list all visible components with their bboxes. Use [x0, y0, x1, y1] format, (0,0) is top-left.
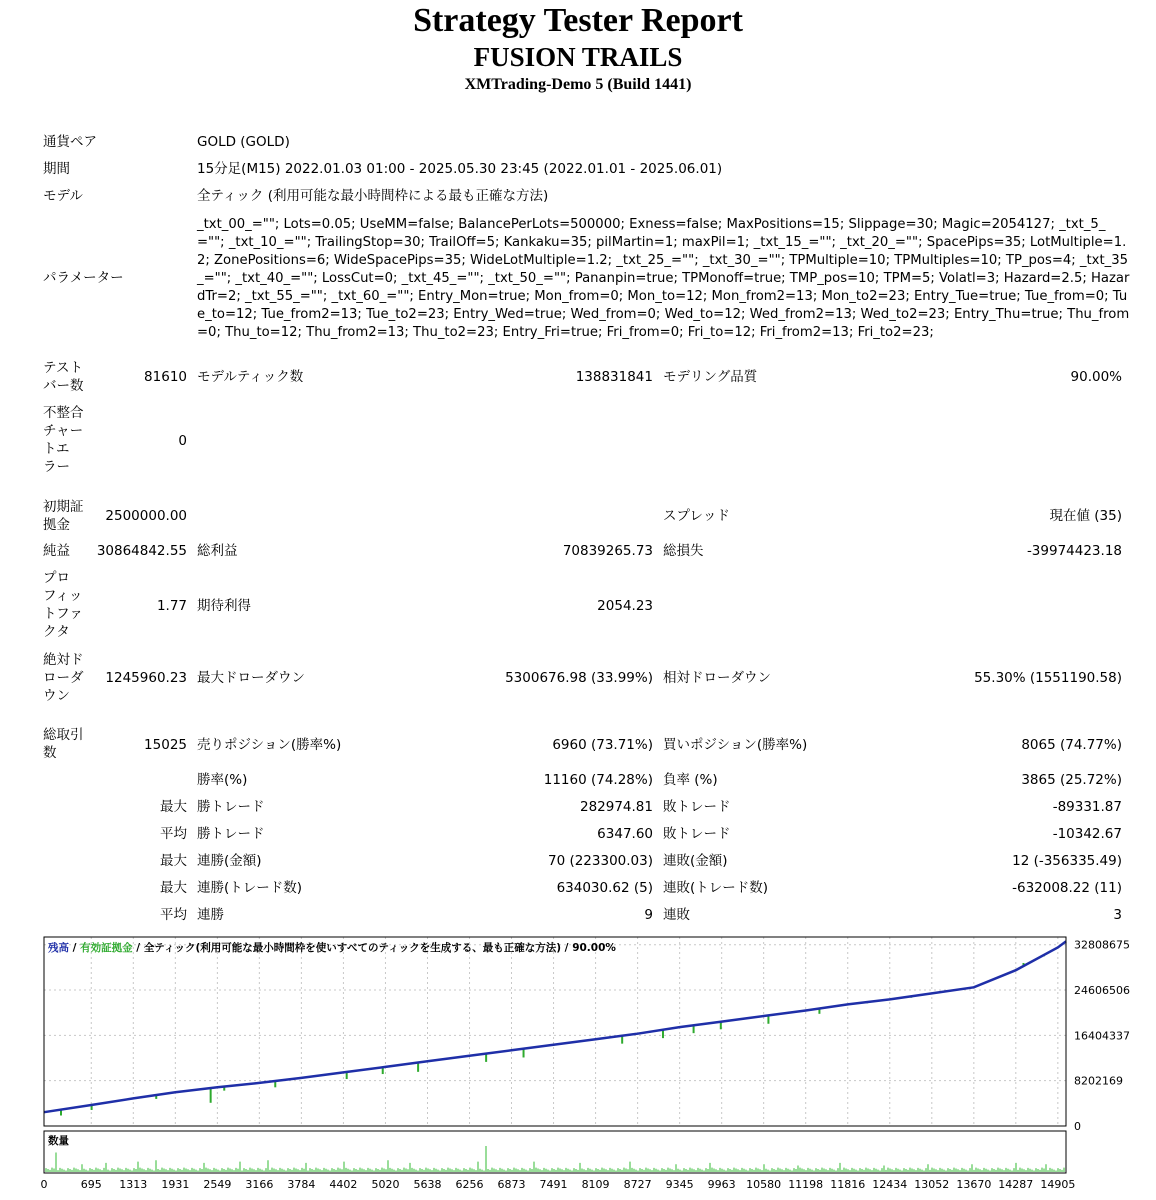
volume-label: 数量 — [48, 1135, 69, 1147]
quality-label: モデリング品質 — [663, 369, 758, 385]
x-tick-label: 13670 — [956, 1178, 992, 1191]
gross-profit-label: 総利益 — [197, 543, 238, 559]
consec-win-cnt-label: 連勝(トレード数) — [197, 880, 303, 896]
x-tick-label: 3784 — [287, 1178, 316, 1191]
largest-loss-value: -89331.87 — [1052, 799, 1122, 815]
largest-loss-label: 敗トレード — [663, 799, 731, 815]
ticks-label: モデルティック数 — [197, 369, 304, 385]
max-dd-label: 最大ドローダウン — [197, 670, 305, 686]
avg-consec-loss-label: 連敗 — [663, 907, 690, 923]
trades-value: 15025 — [144, 737, 187, 753]
gross-profit-value: 70839265.73 — [562, 543, 653, 559]
consec-loss-amt-label: 連敗(金額) — [663, 853, 728, 869]
y-tick-label: 0 — [1074, 1120, 1081, 1133]
abs-dd-label: 絶対ド ローダ ウン — [43, 652, 84, 704]
x-tick-label: 9963 — [707, 1178, 736, 1191]
mismatch-value: 0 — [178, 433, 187, 449]
x-tick-label: 14287 — [998, 1178, 1034, 1191]
x-tick-label: 1931 — [161, 1178, 190, 1191]
params-label: パラメーター — [43, 270, 124, 286]
main-frame — [44, 937, 1066, 1126]
x-tick-label: 4402 — [329, 1178, 358, 1191]
x-tick-label: 1313 — [119, 1178, 148, 1191]
consec-win-amt-value: 70 (223300.03) — [547, 853, 653, 869]
consec-loss-amt-value: 12 (-356335.49) — [1012, 853, 1122, 869]
spread-label: スプレッド — [663, 508, 730, 524]
max-prefix-2: 最大 — [160, 853, 187, 869]
x-tick-label: 14905 — [1040, 1178, 1076, 1191]
largest-win-value: 282974.81 — [579, 799, 653, 815]
consec-loss-cnt-value: -632008.22 (11) — [1012, 880, 1122, 896]
spread-value: 現在値 (35) — [1049, 508, 1122, 524]
bars-label: テスト バー数 — [43, 360, 84, 394]
short-value: 6960 (73.71%) — [552, 737, 653, 753]
win-rate-value: 11160 (74.28%) — [543, 772, 653, 788]
loss-rate-label: 負率 (%) — [663, 772, 718, 788]
y-tick-label: 8202169 — [1074, 1074, 1123, 1088]
period-label: 期間 — [43, 161, 70, 177]
long-value: 8065 (74.77%) — [1021, 737, 1122, 753]
x-tick-label: 5638 — [413, 1178, 442, 1191]
win-rate-label: 勝率(%) — [197, 772, 248, 788]
x-tick-label: 6873 — [497, 1178, 526, 1191]
abs-dd-value: 1245960.23 — [105, 670, 187, 686]
legend-sep-2: / — [132, 942, 144, 954]
y-tick-label: 24606506 — [1074, 984, 1130, 998]
consec-win-cnt-value: 634030.62 (5) — [556, 880, 653, 896]
y-tick-label: 32808675 — [1074, 938, 1130, 952]
avg-loss-label: 敗トレード — [663, 826, 731, 842]
x-tick-label: 8727 — [623, 1178, 652, 1191]
rel-dd-value: 55.30% (1551190.58) — [974, 670, 1122, 686]
net-value: 30864842.55 — [96, 543, 187, 559]
balance-chart — [0, 930, 1156, 1200]
avg-win-value: 6347.60 — [597, 826, 653, 842]
legend-balance: 残高 — [48, 942, 69, 954]
trades-label: 総取引 数 — [43, 727, 84, 761]
x-tick-label: 695 — [80, 1178, 102, 1191]
quality-value: 90.00% — [1070, 369, 1122, 385]
deposit-value: 2500000.00 — [105, 508, 187, 524]
short-label: 売りポジション(勝率%) — [197, 737, 342, 753]
ticks-value: 138831841 — [575, 369, 653, 385]
bars-value: 81610 — [144, 369, 187, 385]
symbol-label: 通貨ペア — [43, 134, 97, 150]
x-tick-label: 10580 — [746, 1178, 782, 1191]
legend-quality: 90.00% — [572, 942, 616, 954]
x-tick-label: 11198 — [788, 1178, 824, 1191]
period-value: 15分足(M15) 2022.01.03 01:00 - 2025.05.30 23:45 (2022.01.01 - 2025.06.01) — [197, 161, 723, 177]
largest-win-label: 勝トレード — [197, 799, 265, 815]
avg-loss-value: -10342.67 — [1052, 826, 1122, 842]
avg-consec-loss-value: 3 — [1113, 907, 1122, 923]
deposit-label: 初期証 拠金 — [43, 499, 84, 533]
report-title: Strategy Tester Report — [413, 2, 743, 39]
volume-frame — [44, 1131, 1066, 1173]
pf-label: プロ フィッ トファ クタ — [43, 570, 83, 640]
params-value: _txt_00_=""; Lots=0.05; UseMM=false; BalancePerLots=500000; Exness=false; MaxPositions=15; Slippage=30; Magic=2054127; _txt_5_=""; _txt_10_=""; TrailingStop=30; TrailOff=5; Kankaku=35; pilMartin=1; maxPil=1; _txt_15_=""; _txt_20_=""; SpacePips=35; LotMultiple=1.2; ZonePositions=6; WideSpacePips=35; WideLotMultiple=1.2; _txt_25_=""; _txt_30_=""; TPMultiple=10; TPMultiples=10; TP_pos=4; _txt_35_=""; _txt_40_=""; LossCut=0; _txt_45_=""; _txt_50_=""; Pananpin=true; TPMonoff=true; TMP_pos=10; TPM=5; Volatl=3; Hazard=2.5; HazardTr=2; _txt_55_=""; _txt_60_=""; Entry_Mon=true; Mon_from=0; Mon_to=12; Mon_from2=13; Mon_to2=23; Entry_Tue=true; Tue_from=0; Tue_to=12; Tue_from2=13; Tue_to2=23; Entry_Wed=true; Wed_from=0; Wed_to=12; Wed_from2=13; Wed_to2=23; Entry_Thu=true; Thu_from=0; Thu_to=12; Thu_from2=13; Thu_to2=23; Entry_Fri=true; Fri_from=0; Fri_to=12; Fri_from2=13; Fri_to2=23; — [197, 217, 1130, 340]
x-tick-label: 5020 — [371, 1178, 400, 1191]
gross-loss-label: 総損失 — [663, 543, 704, 559]
legend-equity: 有効証拠金 — [80, 942, 133, 954]
x-tick-label: 0 — [40, 1178, 48, 1191]
x-tick-label: 8109 — [581, 1178, 610, 1191]
ea-name: FUSION TRAILS — [473, 42, 683, 72]
avg-consec-win-value: 9 — [644, 907, 653, 923]
legend-sep-1: / — [69, 942, 81, 954]
rel-dd-label: 相対ドローダウン — [663, 670, 771, 686]
avg-prefix-2: 平均 — [160, 907, 187, 923]
gross-loss-value: -39974423.18 — [1026, 543, 1122, 559]
x-tick-label: 2549 — [203, 1178, 232, 1191]
balance-line — [44, 941, 1066, 1112]
x-tick-label: 6256 — [455, 1178, 484, 1191]
x-tick-label: 3166 — [245, 1178, 274, 1191]
avg-consec-win-label: 連勝 — [197, 907, 224, 923]
mismatch-label: 不整合 チャー トエ ラー — [43, 405, 84, 475]
max-prefix-1: 最大 — [160, 799, 187, 815]
avg-win-label: 勝トレード — [197, 826, 265, 842]
loss-rate-value: 3865 (25.72%) — [1021, 772, 1122, 788]
net-label: 純益 — [43, 543, 70, 559]
model-label: モデル — [43, 188, 83, 204]
long-label: 買いポジション(勝率%) — [663, 737, 808, 753]
x-tick-label: 7491 — [539, 1178, 568, 1191]
expected-value: 2054.23 — [597, 598, 653, 614]
x-tick-label: 13052 — [914, 1178, 950, 1191]
consec-win-amt-label: 連勝(金額) — [197, 853, 262, 869]
y-tick-label: 16404337 — [1074, 1029, 1130, 1043]
x-tick-label: 11816 — [830, 1178, 866, 1191]
max-prefix-3: 最大 — [160, 880, 187, 896]
server-name: XMTrading-Demo 5 (Build 1441) — [464, 76, 692, 93]
consec-loss-cnt-label: 連敗(トレード数) — [663, 880, 769, 896]
expected-label: 期待利得 — [197, 598, 251, 614]
max-dd-value: 5300676.98 (33.99%) — [505, 670, 653, 686]
x-tick-label: 9345 — [665, 1178, 694, 1191]
x-tick-label: 12434 — [872, 1178, 908, 1191]
chart-legend — [48, 941, 616, 954]
symbol-value: GOLD (GOLD) — [197, 134, 290, 150]
pf-value: 1.77 — [156, 598, 187, 614]
legend-model: 全ティック(利用可能な最小時間枠を使いすべてのティックを生成する、最も正確な方法) — [143, 942, 562, 954]
legend-sep-3: / — [561, 942, 573, 954]
model-value: 全ティック (利用可能な最小時間枠による最も正確な方法) — [197, 188, 549, 204]
avg-prefix-1: 平均 — [160, 826, 187, 842]
